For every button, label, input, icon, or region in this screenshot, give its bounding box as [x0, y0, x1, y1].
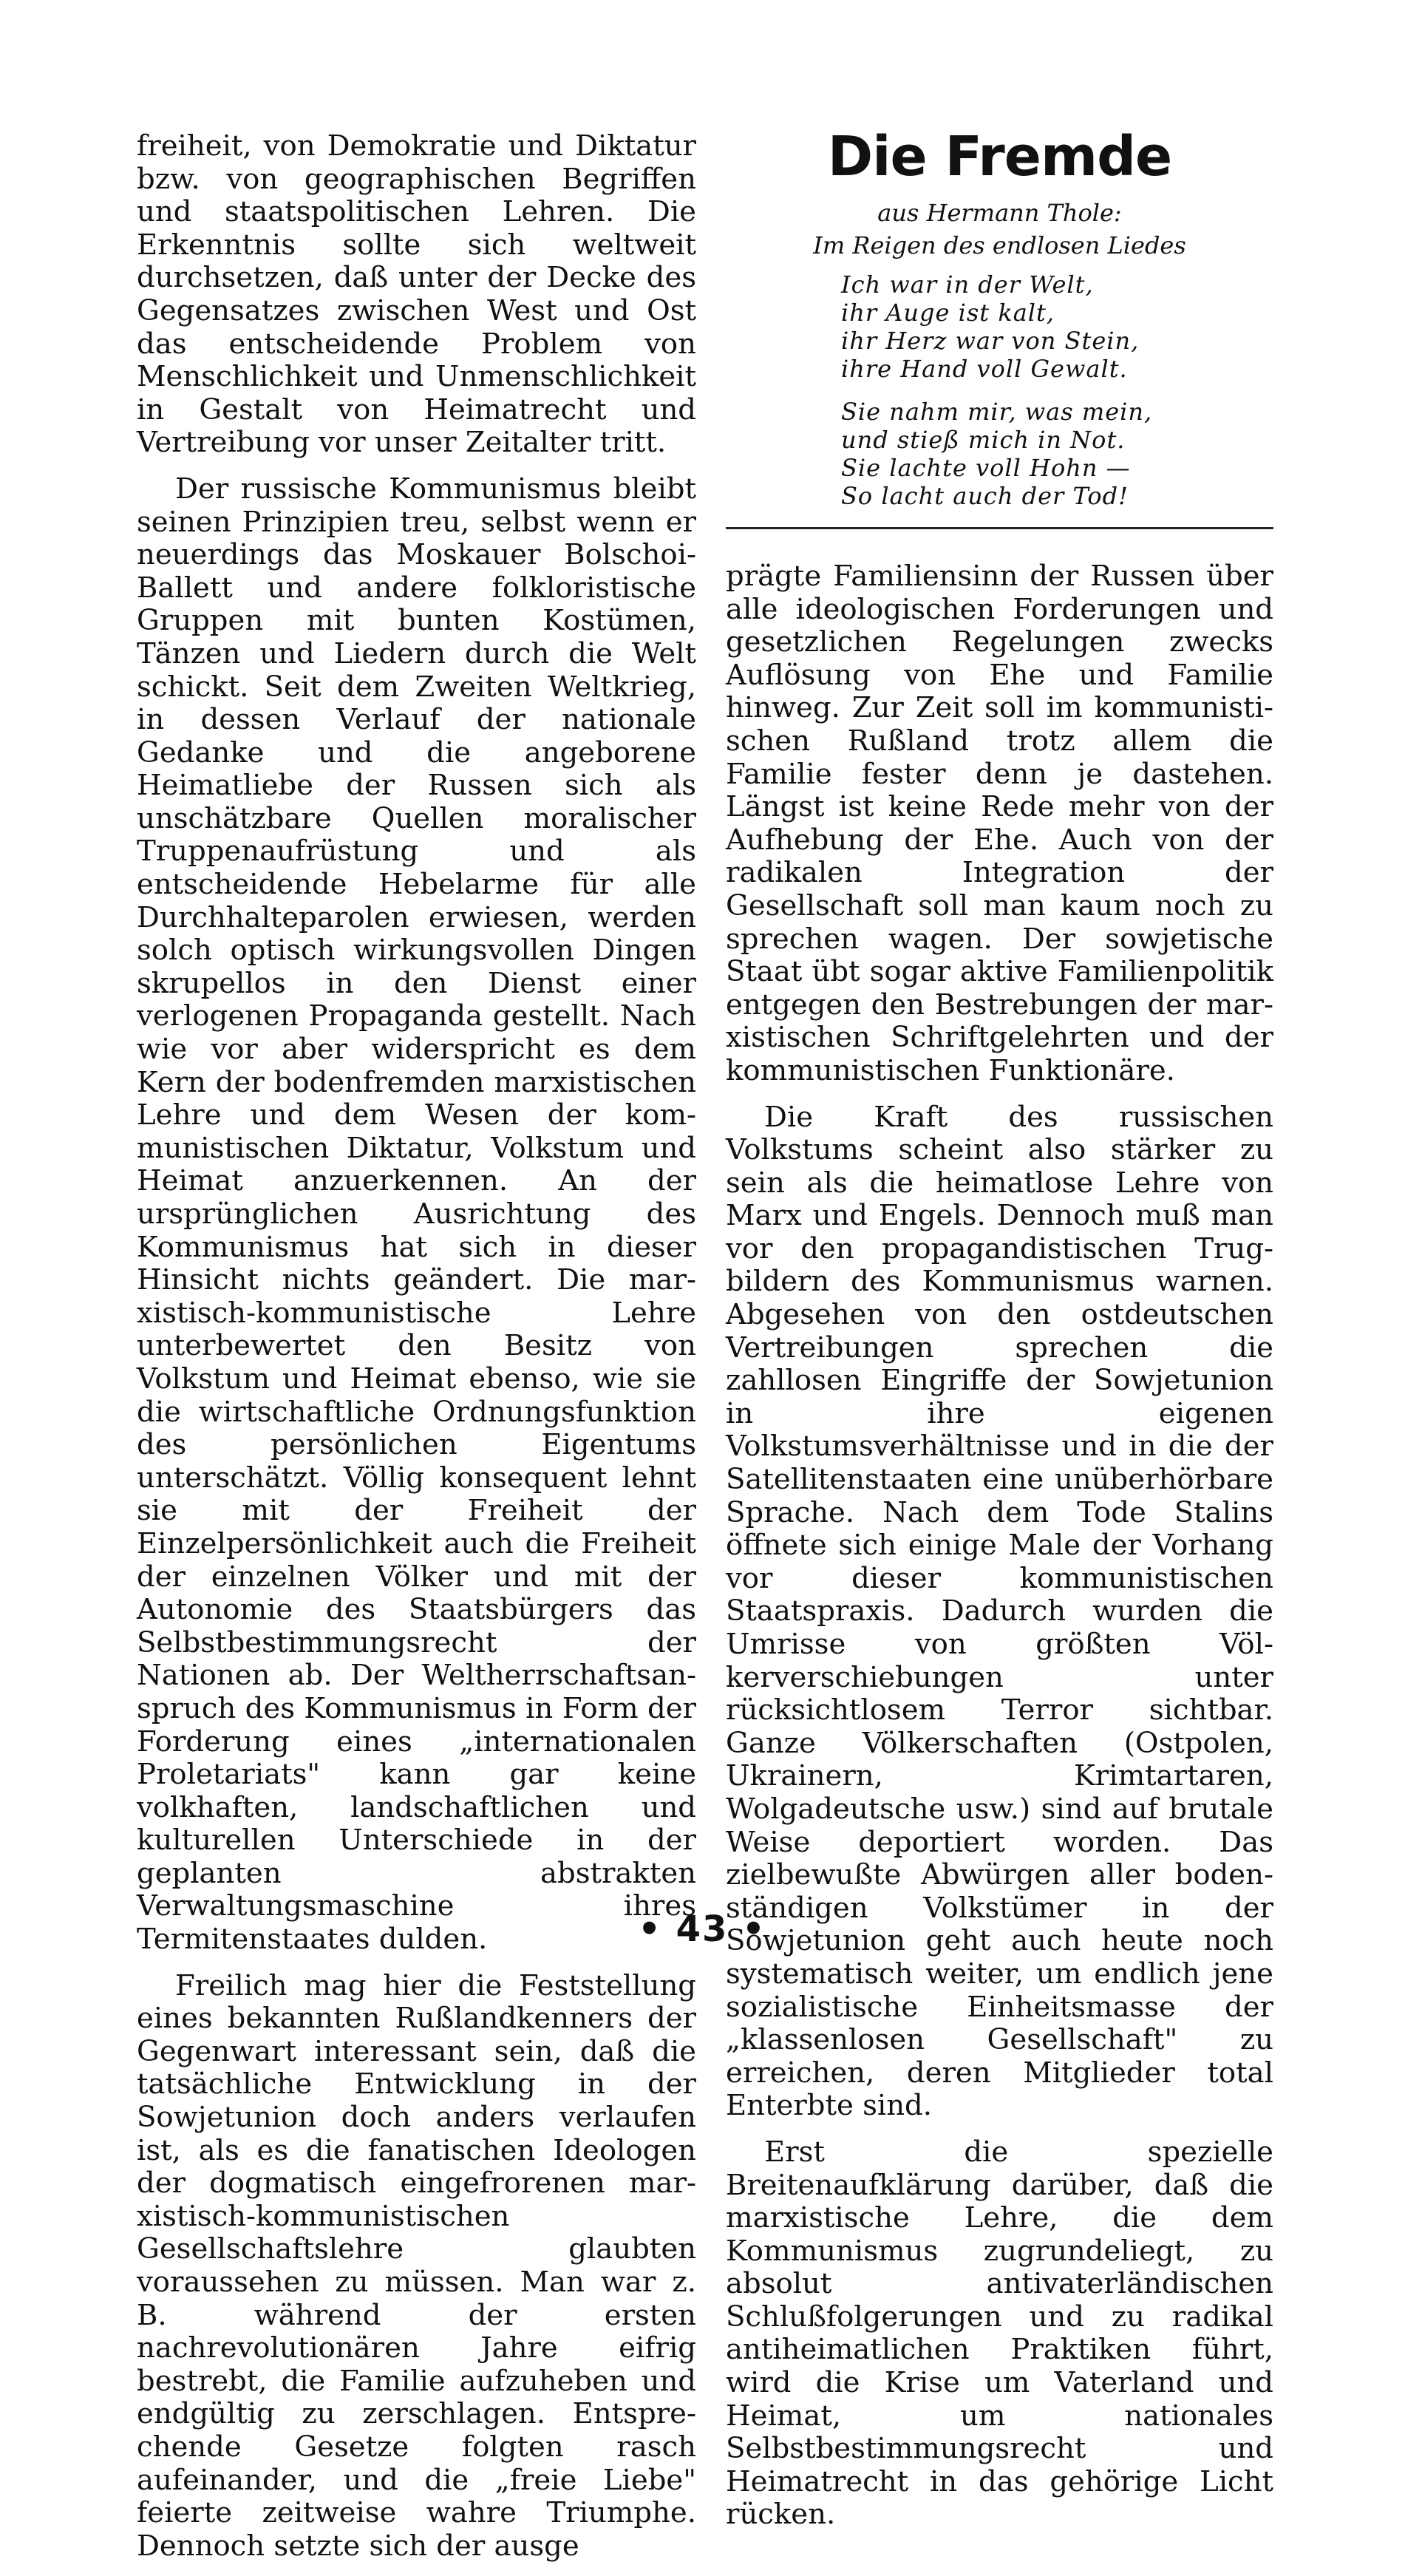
- poem-line: ihre Hand voll Gewalt.: [841, 355, 1128, 383]
- right-paragraph-3: Erst die spezielle Breitenaufklärung darüber, daß die marxistische Lehre, die dem Kommunismus zugrundeliegt, zu absolut antivaterländischen Schlußfolgerungen und zu radikal antiheimatlichen Praktiken führt, wird die Krise um Vaterland und Heimat, um nationales Selbstbestimmungsrecht und Heimatrecht in das gehörige Licht rücken.: [726, 2135, 1273, 2532]
- right-paragraph-2: Die Kraft des russischen Volkstums scheint also stärker zu sein als die heimatlose Lehre von Marx und Engels. Dennoch muß man vor den propagandistischen Trugbildern des Kommunismus warnen. Abgesehen von den ostdeutschen Vertreibungen sprechen die zahllosen Eingriffe der Sowjetunion in ihre eigenen Volkstumsverhältnisse und in die der Satellitenstaaten eine unüberhörbare Sprache. Nach dem Tode Stalins öffnete sich einige Male der Vorhang vor dieser kommunistischen Staatspraxis. Dadurch wurden die Umrisse von größten Völkerverschiebungen unter rücksichtlosem Terror sichtbar. Ganze Völkerschaften (Ostpolen, Ukrainern, Krimtartaren, Wolgadeutsche usw.) sind auf brutale Weise deportiert worden. Das zielbewußte Abwürgen aller bodenständigen Volkstümer in der Sowjetunion geht auch heute noch systematisch weiter, um endlich jene sozialistische Einheitsmasse der „klassenlosen Gesellschaft" zu erreichen, deren Mitglieder total Enterbte sind.: [726, 1100, 1273, 2123]
- left-paragraph-1: freiheit, von Demokratie und Diktatur bzw. von geographischen Begriffen und staatspolitischen Lehren. Die Erkenntnis sollte sich weltweit durchsetzen, daß unter der Decke des Gegensatzes zwischen West und Ost das entscheidende Problem von Menschlichkeit und Unmenschlichkeit in Gestalt von Heimatrecht und Vertreibung vor unser Zeitalter tritt.: [137, 129, 696, 460]
- poem-stanza-2: [841, 398, 1273, 510]
- poem-stanza-1: [841, 271, 1273, 383]
- left-paragraph-3: Freilich mag hier die Feststellung eines bekannten Rußlandkenners der Gegenwart interessant sein, daß die tatsächliche Entwicklung in der Sowjetunion doch anders verlaufen ist, als es die fanatischen Ideologen der dogmatisch eingefrorenen marxistisch-kommunistischen Gesellschaftslehre glaubten voraussehen zu müssen. Man war z. B. während der ersten nachrevolutionären Jahre eifrig bestrebt, die Familie aufzuheben und endgültig zu zerschlagen. Entsprechende Gesetze folgten rasch aufeinander, und die „freie Liebe" feierte zeitweise wahre Triumphe. Dennoch setzte sich der ausge: [137, 1968, 696, 2563]
- left-paragraph-2: Der russische Kommunismus bleibt seinen Prinzipien treu, selbst wenn er neuerdings das Moskauer Bolschoi-Ballett und andere folkloristische Gruppen mit bunten Kostümen, Tänzen und Liedern durch die Welt schickt. Seit dem Zweiten Weltkrieg, in dessen Verlauf der nationale Gedanke und die angeborene Heimatliebe der Russen sich als unschätzbare Quellen moralischer Truppenaufrüstung und als entscheidende Hebelarme für alle Durchhalteparolen erwiesen, werden solch optisch wirkungsvollen Dingen skrupellos in den Dienst einer verlogenen Propaganda gestellt. Nach wie vor aber widerspricht es dem Kern der bodenfremden marxistischen Lehre und dem Wesen der kommunistischen Diktatur, Volkstum und Heimat anzuerkennen. An der ursprünglichen Ausrichtung des Kommunismus hat sich in dieser Hinsicht nichts geändert. Die marxistisch-kommunistische Lehre unterbewertet den Besitz von Volkstum und Heimat ebenso, wie sie die wirtschaftliche Ordnungsfunktion des persönlichen Eigentums unterschätzt. Völlig konsequent lehnt sie mit der Freiheit der Einzelpersönlichkeit auch die Freiheit der einzelnen Völker und mit der Autonomie des Staatsbürgers das Selbstbestimmungsrecht der Nationen ab. Der Weltherrschaftsanspruch des Kommunismus in Form der Forderung eines „internationalen Proletariats" kann gar keine volkhaften, landschaftlichen und kulturellen Unterschiede in der geplanten abstrakten Verwaltungsmaschine ihres Termitenstaates dulden.: [137, 472, 696, 1957]
- poem-divider: [726, 527, 1273, 529]
- poem-line: ihr Herz war von Stein,: [841, 327, 1140, 355]
- poem-line: So lacht auch der Tod!: [841, 482, 1129, 510]
- poem-line: Ich war in der Welt,: [841, 271, 1094, 299]
- poem-line: ihr Auge ist kalt,: [841, 299, 1055, 327]
- poem-block: [726, 126, 1273, 510]
- poem-title: Die Fremde: [827, 125, 1172, 188]
- poem-line: Sie nahm mir, was mein,: [841, 398, 1153, 426]
- right-paragraph-1: prägte Familiensinn der Russen über alle ideologischen Forderungen und gesetzlichen Regelungen zwecks Auflösung von Ehe und Familie hinweg. Zur Zeit soll im kommunistischen Rußland trotz allem die Familie fester denn je dastehen. Längst ist keine Rede mehr von der Aufhebung der Ehe. Auch von der radikalen Integration der Gesellschaft soll man kaum noch zu sprechen wagen. Der sowjetische Staat übt sogar aktive Familienpolitik entgegen den Bestrebungen der marxistischen Schriftgelehrten und der kommunistischen Funktionäre.: [726, 560, 1273, 1087]
- poem-source-author: aus Hermann Thole:: [877, 199, 1122, 227]
- poem-line: Sie lachte voll Hohn —: [841, 454, 1131, 482]
- left-column: [137, 130, 696, 2576]
- right-column: [726, 560, 1273, 2545]
- poem-line: und stieß mich in Not.: [841, 426, 1126, 454]
- page-number: • 43 •: [638, 1909, 766, 1950]
- poem-source: [726, 197, 1273, 262]
- poem-source-book: Im Reigen des endlosen Liedes: [813, 231, 1186, 259]
